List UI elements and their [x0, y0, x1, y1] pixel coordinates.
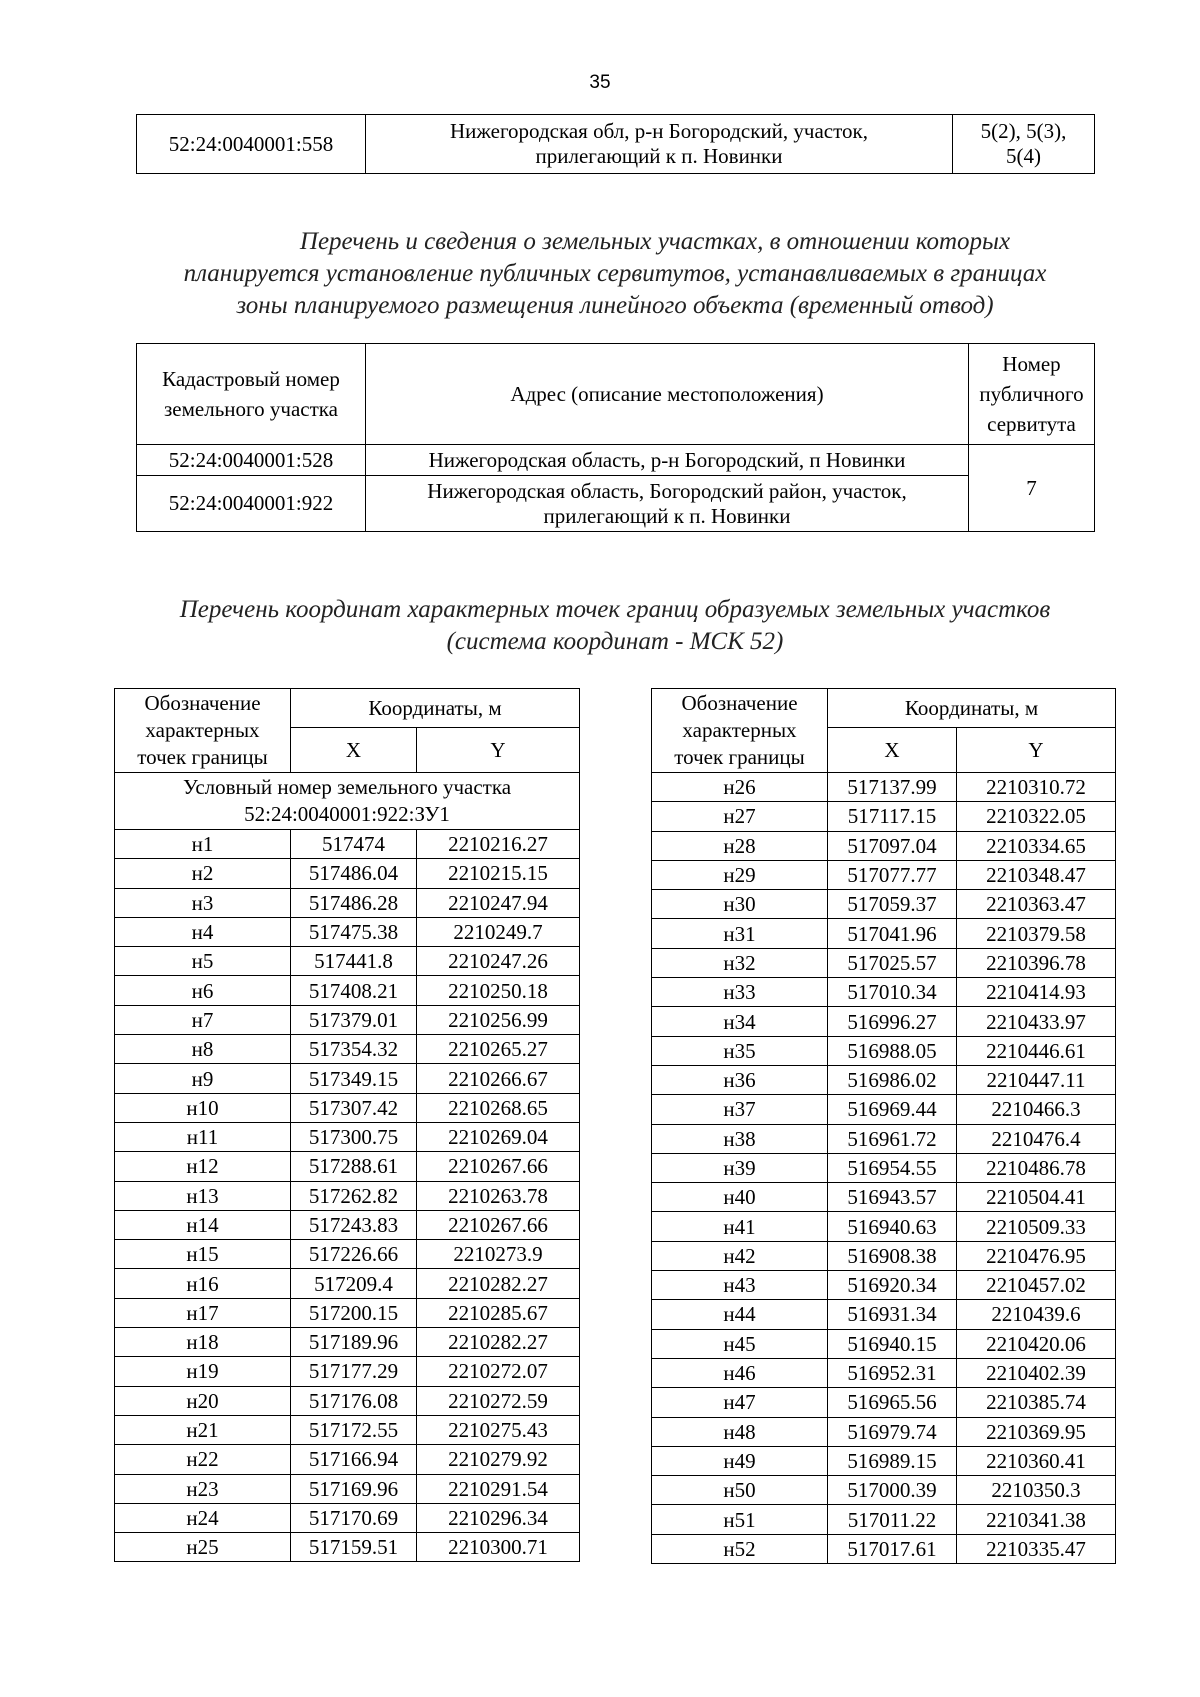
header-line: точек границы [674, 745, 805, 769]
y-coordinate: 2210486.78 [957, 1153, 1116, 1182]
y-coordinate: 2210215.15 [417, 859, 580, 888]
table-row [652, 1446, 1116, 1475]
table-row [652, 1476, 1116, 1505]
point-name: н1 [115, 830, 291, 859]
y-coordinate: 2210275.43 [417, 1415, 580, 1444]
y-coordinate: 2210504.41 [957, 1183, 1116, 1212]
cadastral-number: 52:24:0040001:528 [137, 445, 366, 476]
table-row [115, 1240, 580, 1269]
y-coordinate: 2210363.47 [957, 890, 1116, 919]
point-name: н52 [652, 1534, 828, 1563]
table-row [652, 948, 1116, 977]
point-name: н15 [115, 1240, 291, 1269]
y-coordinate: 2210476.95 [957, 1241, 1116, 1270]
coordinates-table-right [651, 688, 1116, 1564]
point-name: н8 [115, 1035, 291, 1064]
table-row [652, 1329, 1116, 1358]
x-coordinate: 517172.55 [291, 1415, 417, 1444]
continued-parcel-table [136, 114, 1095, 174]
y-coordinate: 2210272.59 [417, 1386, 580, 1415]
point-name: н34 [652, 1007, 828, 1036]
header-line: земельного участка [164, 397, 338, 421]
table-row [652, 1095, 1116, 1124]
point-name: н18 [115, 1328, 291, 1357]
table-row [652, 1358, 1116, 1387]
heading-line: зоны планируемого размещения линейного объекта (временный отвод) [236, 292, 994, 319]
header-line: Номер [1002, 352, 1061, 376]
x-coordinate: 516954.55 [828, 1153, 957, 1182]
table-row [115, 1181, 580, 1210]
x-coordinate: 517474 [291, 830, 417, 859]
point-name: н40 [652, 1183, 828, 1212]
table-row [115, 1152, 580, 1181]
point-name: н37 [652, 1095, 828, 1124]
y-coordinate: 2210256.99 [417, 1005, 580, 1034]
y-coordinate: 2210263.78 [417, 1181, 580, 1210]
table-row [652, 1065, 1116, 1094]
point-header [652, 689, 828, 773]
point-name: н42 [652, 1241, 828, 1270]
coordinates-body [652, 773, 1116, 1564]
x-coordinate: 517025.57 [828, 948, 957, 977]
y-coordinate: 2210247.26 [417, 947, 580, 976]
y-coordinate: 2210247.94 [417, 888, 580, 917]
table-row [652, 773, 1116, 802]
point-header [115, 689, 291, 773]
y-coordinate: 2210279.92 [417, 1445, 580, 1474]
point-name: н9 [115, 1064, 291, 1093]
x-coordinate: 517169.96 [291, 1474, 417, 1503]
table-row [652, 1036, 1116, 1065]
y-coordinate: 2210341.38 [957, 1505, 1116, 1534]
y-coordinate: 2210350.3 [957, 1476, 1116, 1505]
y-coordinate: 2210310.72 [957, 773, 1116, 802]
table-row [652, 1124, 1116, 1153]
header-row [652, 689, 1116, 728]
x-coordinate: 517159.51 [291, 1533, 417, 1562]
table-row [115, 1005, 580, 1034]
header-line: Кадастровый номер [162, 367, 340, 391]
table-row [652, 1183, 1116, 1212]
x-coordinate: 517170.69 [291, 1503, 417, 1532]
point-name: н33 [652, 978, 828, 1007]
address-line: Нижегородская область, Богородский район, участок, [427, 478, 907, 503]
x-coordinate: 516996.27 [828, 1007, 957, 1036]
header-line: точек границы [137, 745, 268, 769]
point-name: н28 [652, 831, 828, 860]
table-row [115, 859, 580, 888]
table-row [115, 1298, 580, 1327]
header-line: Обозначение [144, 691, 261, 715]
table-row [652, 860, 1116, 889]
point-name: н4 [115, 917, 291, 946]
point-name: н32 [652, 948, 828, 977]
point-name: н35 [652, 1036, 828, 1065]
point-name: н3 [115, 888, 291, 917]
x-coordinate: 517307.42 [291, 1093, 417, 1122]
x-coordinate: 516952.31 [828, 1358, 957, 1387]
x-coordinate: 517408.21 [291, 976, 417, 1005]
y-coordinate: 2210466.3 [957, 1095, 1116, 1124]
table-row [115, 947, 580, 976]
coordinates-body [115, 830, 580, 1562]
y-coordinate: 2210396.78 [957, 948, 1116, 977]
table-row [115, 1064, 580, 1093]
x-coordinate: 517117.15 [828, 802, 957, 831]
x-coordinate: 517011.22 [828, 1505, 957, 1534]
point-name: н20 [115, 1386, 291, 1415]
point-name: н12 [115, 1152, 291, 1181]
table-row [652, 1271, 1116, 1300]
x-coordinate: 516989.15 [828, 1446, 957, 1475]
servitude-numbers-line: 5(4) [1006, 144, 1041, 168]
x-coordinate: 516908.38 [828, 1241, 957, 1270]
point-name: н25 [115, 1533, 291, 1562]
table-row [652, 1300, 1116, 1329]
cadastral-header [137, 344, 366, 445]
point-name: н24 [115, 1503, 291, 1532]
table-row [652, 1534, 1116, 1563]
x-coordinate: 516943.57 [828, 1183, 957, 1212]
y-coordinate: 2210348.47 [957, 860, 1116, 889]
y-coordinate: 2210216.27 [417, 830, 580, 859]
coordinates-header: Координаты, м [828, 689, 1116, 728]
x-coordinate: 517209.4 [291, 1269, 417, 1298]
x-coordinate: 516961.72 [828, 1124, 957, 1153]
point-name: н44 [652, 1300, 828, 1329]
y-coordinate: 2210272.07 [417, 1357, 580, 1386]
point-name: н13 [115, 1181, 291, 1210]
table-row [652, 978, 1116, 1007]
x-coordinate: 516965.56 [828, 1388, 957, 1417]
x-coordinate: 516920.34 [828, 1271, 957, 1300]
y-coordinate: 2210385.74 [957, 1388, 1116, 1417]
x-coordinate: 517486.28 [291, 888, 417, 917]
table-row [137, 115, 1095, 174]
y-coordinate: 2210282.27 [417, 1328, 580, 1357]
y-coordinate: 2210267.66 [417, 1210, 580, 1239]
point-name: н30 [652, 890, 828, 919]
table-row [115, 1445, 580, 1474]
address-cell: Нижегородская область, р-н Богородский, п Новинки [366, 445, 969, 476]
x-coordinate: 516940.15 [828, 1329, 957, 1358]
header-row [137, 344, 1095, 445]
parcel-title-row [115, 773, 580, 830]
y-coordinate: 2210402.39 [957, 1358, 1116, 1387]
table-row [652, 831, 1116, 860]
table-row [652, 890, 1116, 919]
x-coordinate: 516979.74 [828, 1417, 957, 1446]
y-coordinate: 2210250.18 [417, 976, 580, 1005]
y-coordinate: 2210282.27 [417, 1269, 580, 1298]
parcel-title-line: Условный номер земельного участка [182, 775, 512, 799]
table-row [115, 1210, 580, 1239]
y-coordinate: 2210266.67 [417, 1064, 580, 1093]
heading-line: (система координат - МСК 52) [446, 628, 784, 655]
y-coordinate: 2210249.7 [417, 917, 580, 946]
table-row [115, 1328, 580, 1357]
point-name: н2 [115, 859, 291, 888]
table-row [652, 1505, 1116, 1534]
y-coordinate: 2210457.02 [957, 1271, 1116, 1300]
x-coordinate: 516969.44 [828, 1095, 957, 1124]
y-coordinate: 2210334.65 [957, 831, 1116, 860]
y-coordinate: 2210379.58 [957, 919, 1116, 948]
x-coordinate: 517189.96 [291, 1328, 417, 1357]
x-coordinate: 517441.8 [291, 947, 417, 976]
point-name: н46 [652, 1358, 828, 1387]
y-coordinate: 2210322.05 [957, 802, 1116, 831]
point-name: н10 [115, 1093, 291, 1122]
x-coordinate: 517041.96 [828, 919, 957, 948]
parcel-title [115, 773, 580, 830]
table-row [115, 1503, 580, 1532]
y-header: Y [957, 728, 1116, 773]
table-row [115, 1415, 580, 1444]
x-coordinate: 517300.75 [291, 1122, 417, 1151]
heading-line: Перечень координат характерных точек границ образуемых земельных участков [179, 596, 1051, 623]
table-row [115, 1122, 580, 1151]
address-line: Нижегородская обл, р-н Богородский, участок, [450, 119, 868, 143]
point-name: н6 [115, 976, 291, 1005]
table-row [115, 1269, 580, 1298]
table-row [652, 1241, 1116, 1270]
x-coordinate: 516940.63 [828, 1212, 957, 1241]
x-coordinate: 516986.02 [828, 1065, 957, 1094]
x-coordinate: 517177.29 [291, 1357, 417, 1386]
table-row [115, 976, 580, 1005]
table-row [115, 1357, 580, 1386]
y-coordinate: 2210291.54 [417, 1474, 580, 1503]
table-row [115, 917, 580, 946]
x-coordinate: 517059.37 [828, 890, 957, 919]
point-name: н49 [652, 1446, 828, 1475]
servitude-number: 7 [969, 445, 1095, 532]
x-coordinate: 517486.04 [291, 859, 417, 888]
y-coordinate: 2210269.04 [417, 1122, 580, 1151]
x-coordinate: 517176.08 [291, 1386, 417, 1415]
table-row [652, 802, 1116, 831]
x-coordinate: 517379.01 [291, 1005, 417, 1034]
point-name: н21 [115, 1415, 291, 1444]
point-name: н5 [115, 947, 291, 976]
servitude-number-header [969, 344, 1095, 445]
x-coordinate: 517262.82 [291, 1181, 417, 1210]
y-coordinate: 2210369.95 [957, 1417, 1116, 1446]
table-row [652, 1388, 1116, 1417]
x-coordinate: 517017.61 [828, 1534, 957, 1563]
table-row [137, 476, 1095, 532]
y-coordinate: 2210265.27 [417, 1035, 580, 1064]
x-coordinate: 517137.99 [828, 773, 957, 802]
table-row [115, 1474, 580, 1503]
header-line: публичного [979, 382, 1084, 406]
point-name: н11 [115, 1122, 291, 1151]
table-row [115, 1093, 580, 1122]
cadastral-number: 52:24:0040001:558 [137, 115, 366, 174]
heading-line: планируется установление публичных сервитутов, устанавливаемых в границах [183, 260, 1047, 287]
y-header: Y [417, 728, 580, 773]
servitude-heading [120, 226, 1110, 322]
y-coordinate: 2210414.93 [957, 978, 1116, 1007]
y-coordinate: 2210360.41 [957, 1446, 1116, 1475]
point-name: н47 [652, 1388, 828, 1417]
point-name: н17 [115, 1298, 291, 1327]
x-coordinate: 517166.94 [291, 1445, 417, 1474]
x-coordinate: 517200.15 [291, 1298, 417, 1327]
header-line: Обозначение [681, 691, 798, 715]
coordinates-heading [100, 594, 1130, 658]
table-row [652, 1007, 1116, 1036]
y-coordinate: 2210300.71 [417, 1533, 580, 1562]
table-row [652, 1212, 1116, 1241]
x-header: X [291, 728, 417, 773]
y-coordinate: 2210447.11 [957, 1065, 1116, 1094]
point-name: н23 [115, 1474, 291, 1503]
header-line: характерных [145, 718, 260, 742]
table-row [115, 1035, 580, 1064]
x-coordinate: 517010.34 [828, 978, 957, 1007]
point-name: н26 [652, 773, 828, 802]
address-header: Адрес (описание местоположения) [366, 344, 969, 445]
point-name: н7 [115, 1005, 291, 1034]
coordinates-table-left [114, 688, 580, 1562]
table-row [115, 830, 580, 859]
y-coordinate: 2210420.06 [957, 1329, 1116, 1358]
cadastral-number: 52:24:0040001:922 [137, 476, 366, 532]
point-name: н45 [652, 1329, 828, 1358]
x-coordinate: 517077.77 [828, 860, 957, 889]
point-name: н43 [652, 1271, 828, 1300]
servitude-numbers-line: 5(2), 5(3), [980, 119, 1067, 143]
parcel-title-line: 52:24:0040001:922:ЗУ1 [244, 802, 450, 826]
point-name: н22 [115, 1445, 291, 1474]
y-coordinate: 2210296.34 [417, 1503, 580, 1532]
point-name: н39 [652, 1153, 828, 1182]
point-name: н14 [115, 1210, 291, 1239]
x-header: X [828, 728, 957, 773]
x-coordinate: 517354.32 [291, 1035, 417, 1064]
point-name: н41 [652, 1212, 828, 1241]
coordinates-header: Координаты, м [291, 689, 580, 728]
y-coordinate: 2210446.61 [957, 1036, 1116, 1065]
point-name: н36 [652, 1065, 828, 1094]
y-coordinate: 2210476.4 [957, 1124, 1116, 1153]
table-row [115, 1533, 580, 1562]
address-line: прилегающий к п. Новинки [543, 503, 791, 528]
point-name: н29 [652, 860, 828, 889]
point-name: н38 [652, 1124, 828, 1153]
x-coordinate: 517226.66 [291, 1240, 417, 1269]
y-coordinate: 2210268.65 [417, 1093, 580, 1122]
servitude-numbers [953, 115, 1095, 174]
x-coordinate: 517475.38 [291, 917, 417, 946]
header-line: характерных [682, 718, 797, 742]
x-coordinate: 517243.83 [291, 1210, 417, 1239]
x-coordinate: 517288.61 [291, 1152, 417, 1181]
y-coordinate: 2210273.9 [417, 1240, 580, 1269]
address-cell [366, 476, 969, 532]
page-number: 35 [589, 72, 611, 93]
x-coordinate: 516988.05 [828, 1036, 957, 1065]
y-coordinate: 2210433.97 [957, 1007, 1116, 1036]
y-coordinate: 2210509.33 [957, 1212, 1116, 1241]
address-cell [366, 115, 953, 174]
point-name: н16 [115, 1269, 291, 1298]
y-coordinate: 2210267.66 [417, 1152, 580, 1181]
x-coordinate: 517000.39 [828, 1476, 957, 1505]
header-line: сервитута [987, 412, 1076, 436]
table-row [115, 888, 580, 917]
table-row [652, 919, 1116, 948]
x-coordinate: 517097.04 [828, 831, 957, 860]
x-coordinate: 516931.34 [828, 1300, 957, 1329]
heading-line: Перечень и сведения о земельных участках, в отношении которых [299, 228, 1011, 255]
point-name: н27 [652, 802, 828, 831]
y-coordinate: 2210335.47 [957, 1534, 1116, 1563]
table-row [652, 1417, 1116, 1446]
table-row [137, 445, 1095, 476]
point-name: н51 [652, 1505, 828, 1534]
address-line: прилегающий к п. Новинки [535, 144, 783, 168]
servitude-table [136, 343, 1095, 532]
point-name: н48 [652, 1417, 828, 1446]
table-row [652, 1153, 1116, 1182]
point-name: н19 [115, 1357, 291, 1386]
point-name: н31 [652, 919, 828, 948]
header-row [115, 689, 580, 728]
x-coordinate: 517349.15 [291, 1064, 417, 1093]
point-name: н50 [652, 1476, 828, 1505]
table-row [115, 1386, 580, 1415]
y-coordinate: 2210285.67 [417, 1298, 580, 1327]
y-coordinate: 2210439.6 [957, 1300, 1116, 1329]
